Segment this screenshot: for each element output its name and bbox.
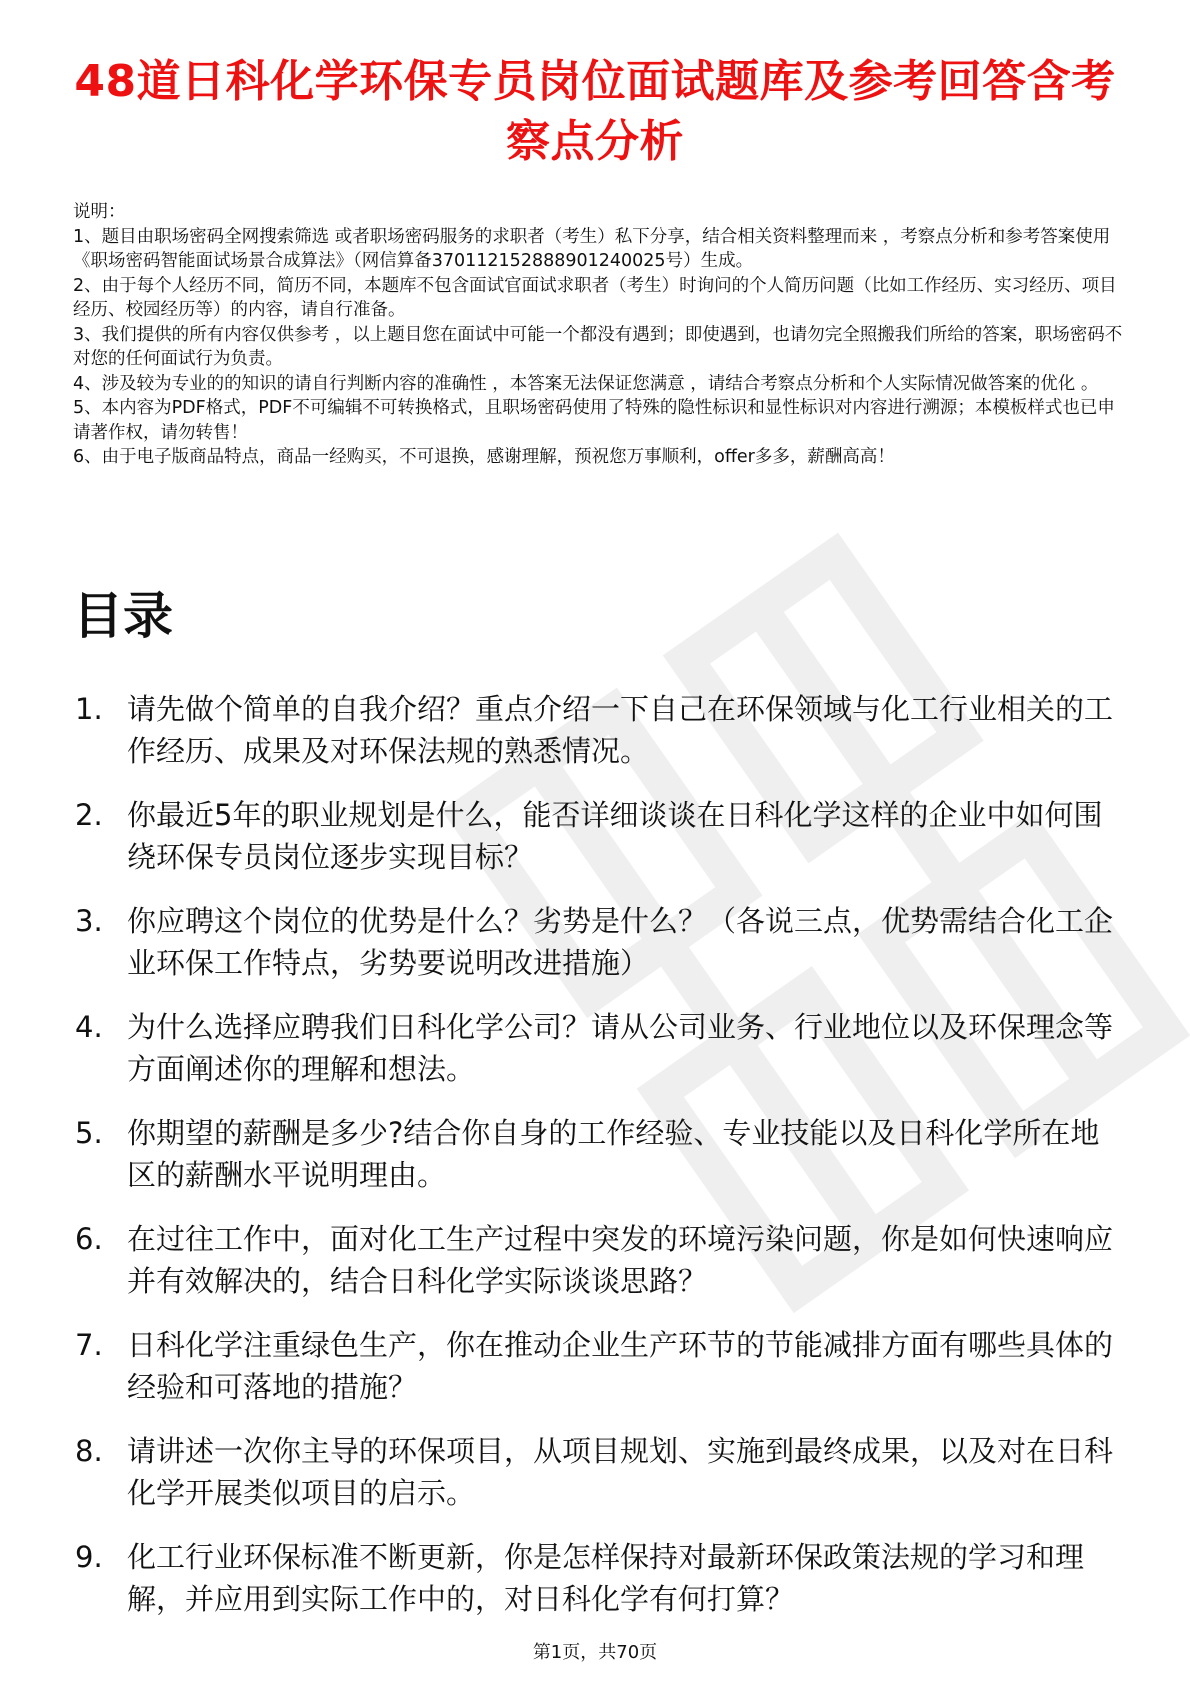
toc-item-number: 4. bbox=[75, 1010, 103, 1044]
toc-heading: 目录 bbox=[73, 587, 173, 645]
toc-item-text: 为什么选择应聘我们日科化学公司？请从公司业务、行业地位以及环保理念等方面阐述你的理解和想法。 bbox=[127, 1010, 1114, 1086]
toc-list bbox=[75, 688, 1125, 1642]
page-footer: 第1页，共70页 bbox=[532, 1642, 658, 1663]
toc-item-number: 7. bbox=[75, 1328, 103, 1362]
toc-item-text: 日科化学注重绿色生产，你在推动企业生产环节的节能减排方面有哪些具体的经验和可落地的措施？ bbox=[127, 1328, 1114, 1404]
toc-item[interactable] bbox=[75, 1112, 1125, 1196]
toc-item-number: 8. bbox=[75, 1434, 103, 1468]
instructions-label: 说明： bbox=[73, 202, 126, 222]
toc-item[interactable] bbox=[75, 900, 1125, 984]
toc-item[interactable] bbox=[75, 794, 1125, 878]
toc-item-text: 化工行业环保标准不断更新，你是怎样保持对最新环保政策法规的学习和理解，并应用到实际工作中的，对日科化学有何打算？ bbox=[127, 1540, 1085, 1616]
instruction-item: 6、由于电子版商品特点，商品一经购买，不可退换，感谢理解，预祝您万事顺利，offer多多，薪酬高高！ bbox=[73, 447, 895, 467]
toc-item-text: 你期望的薪酬是多少?结合你自身的工作经验、专业技能以及日科化学所在地区的薪酬水平说明理由。 bbox=[127, 1116, 1100, 1192]
toc-item-text: 你最近5年的职业规划是什么，能否详细谈谈在日科化学这样的企业中如何围绕环保专员岗位逐步实现目标？ bbox=[127, 798, 1103, 874]
toc-item-text: 请讲述一次你主导的环保项目，从项目规划、实施到最终成果，以及对在日科化学开展类似项目的启示。 bbox=[127, 1434, 1114, 1510]
instruction-item: 2、由于每个人经历不同，简历不同，本题库不包含面试官面试求职者（考生）时询问的个人简历问题（比如工作经历、实习经历、项目经历、校园经历等）的内容，请自行准备。 bbox=[73, 275, 1117, 320]
toc-item-text: 在过往工作中，面对化工生产过程中突发的环境污染问题，你是如何快速响应并有效解决的，结合日科化学实际谈谈思路？ bbox=[127, 1222, 1114, 1298]
toc-item[interactable] bbox=[75, 1430, 1125, 1514]
toc-item-number: 2. bbox=[75, 798, 103, 832]
toc-item-number: 1. bbox=[75, 692, 103, 726]
instruction-item: 5、本内容为PDF格式，PDF不可编辑不可转换格式，且职场密码使用了特殊的隐性标识和显性标识对内容进行溯源；本模板样式也已申请著作权，请勿转售！ bbox=[73, 398, 1115, 443]
toc-item-number: 5. bbox=[75, 1116, 103, 1150]
toc-item[interactable] bbox=[75, 1218, 1125, 1302]
toc-item[interactable] bbox=[75, 1324, 1125, 1408]
instructions-section bbox=[73, 200, 1123, 470]
toc-item-text: 你应聘这个岗位的优势是什么？劣势是什么？（各说三点，优势需结合化工企业环保工作特点，劣势要说明改进措施） bbox=[127, 904, 1114, 980]
toc-item[interactable] bbox=[75, 688, 1125, 772]
toc-item-number: 3. bbox=[75, 904, 103, 938]
toc-item-number: 9. bbox=[75, 1540, 103, 1574]
document-title: 48道日科化学环保专员岗位面试题库及参考回答含考察点分析 bbox=[74, 56, 1116, 167]
toc-item[interactable] bbox=[75, 1006, 1125, 1090]
toc-item[interactable] bbox=[75, 1536, 1125, 1620]
instruction-item: 4、涉及较为专业的的知识的请自行判断内容的准确性 ，本答案无法保证您满意 ，请结合考察点分析和个人实际情况做答案的优化 。 bbox=[73, 373, 1099, 394]
instruction-item: 3、我们提供的所有内容仅供参考 ，以上题目您在面试中可能一个都没有遇到；即使遇到，也请勿完全照搬我们所给的答案，职场密码不对您的任何面试行为负责。 bbox=[73, 324, 1123, 369]
instruction-item: 1、题目由职场密码全网搜索筛选 或者职场密码服务的求职者（考生）私下分享，结合相关资料整理而来 ，考察点分析和参考答案使用《职场密码智能面试场景合成算法》（网信算备370112152888901240025号）生成。 bbox=[73, 226, 1111, 271]
toc-item-number: 6. bbox=[75, 1222, 103, 1256]
toc-item-text: 请先做个简单的自我介绍？重点介绍一下自己在环保领域与化工行业相关的工作经历、成果及对环保法规的熟悉情况。 bbox=[127, 692, 1114, 768]
